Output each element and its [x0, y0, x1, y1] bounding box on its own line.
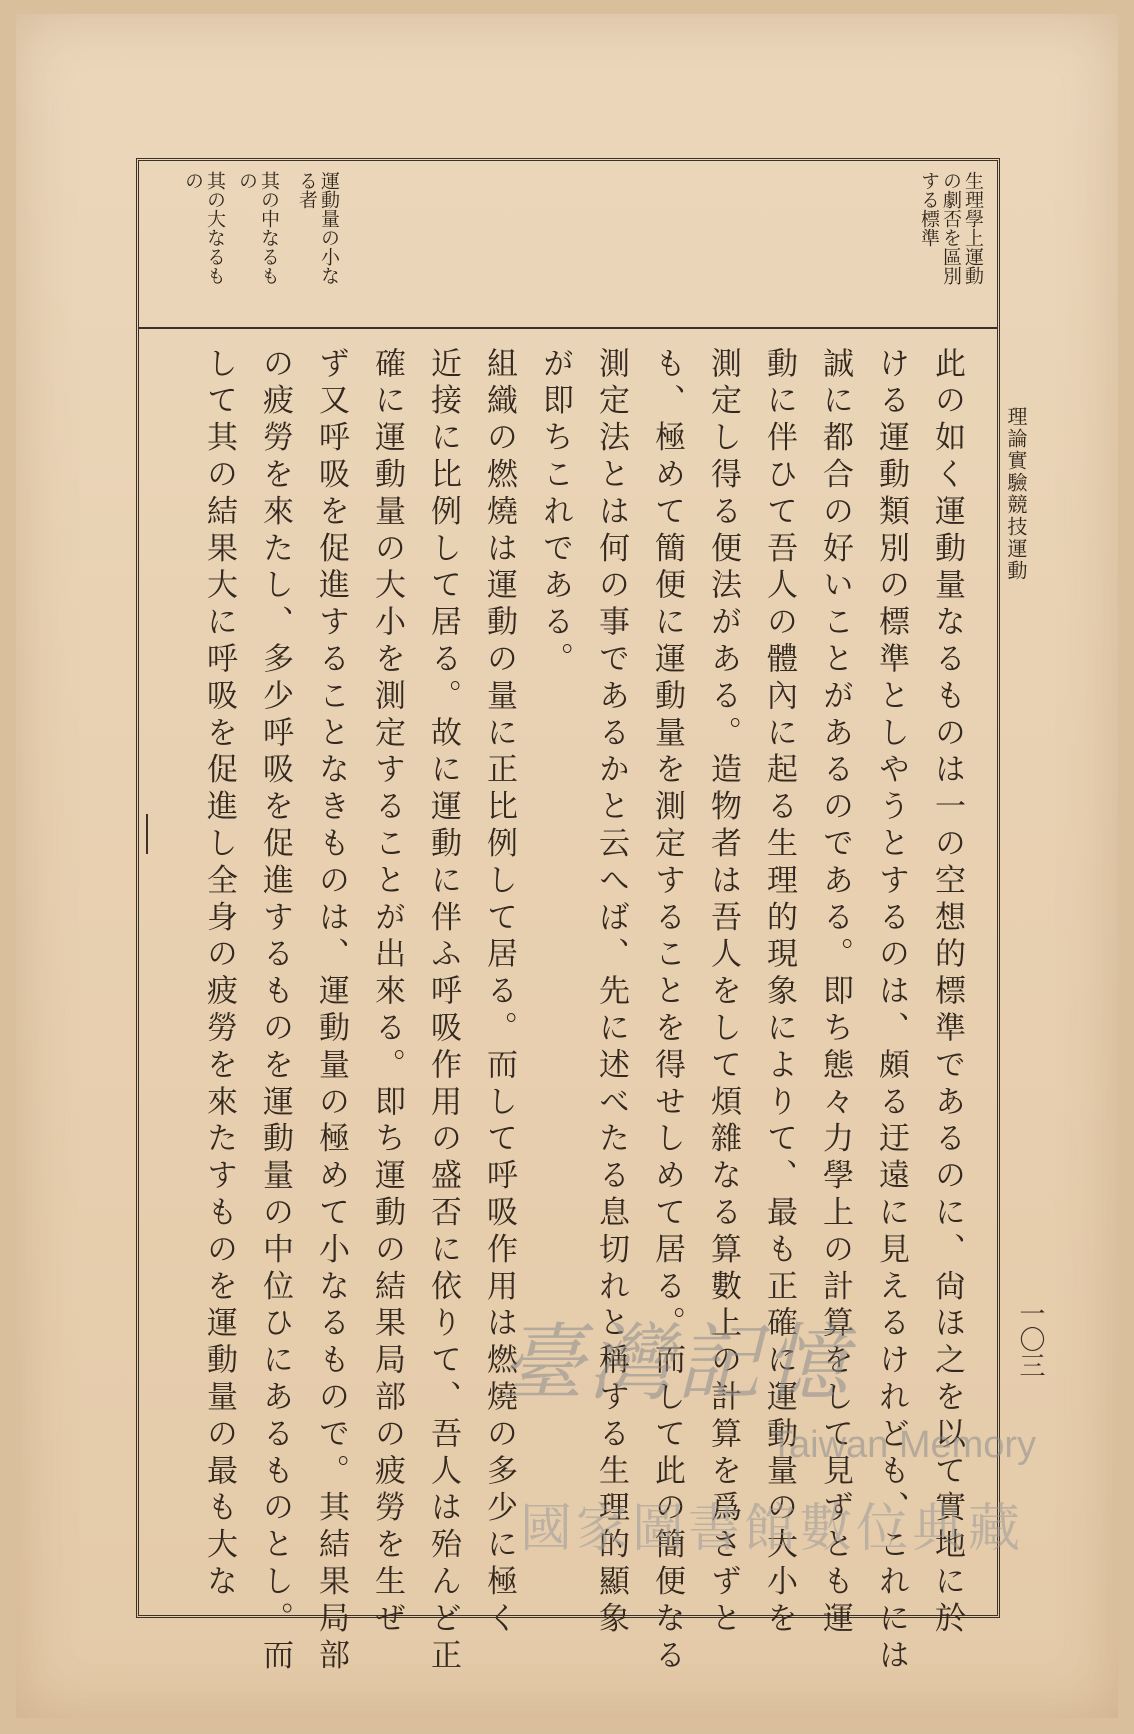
body-text-column: 近接に比例して居る。故に運動に伴ふ呼吸作用の盛否に依りて、吾人は殆んど正: [425, 347, 461, 1676]
body-text-column: の疲勞を來たし、多少呼吸を促進するものを運動量の中位ひにあるものとし。而: [257, 347, 293, 1676]
body-text-column: して其の結果大に呼吸を促進し全身の疲勞を來たすものを運動量の最も大な: [201, 347, 237, 1602]
side-note-line: る者: [296, 171, 318, 209]
body-text-column: ける運動類別の標準としやうとするのは、頗る迂遠に見えるけれども、これには: [873, 347, 909, 1676]
body-text-column: 誠に都合の好いことがあるのである。即ち態々力學上の計算をして見ずとも運: [817, 347, 853, 1639]
side-note-line: 其の大なるも: [204, 171, 226, 285]
side-note-line: 生理學上運動: [962, 171, 984, 285]
body-text-column: 組織の燃燒は運動の量に正比例して居る。而して呼吸作用は燃燒の多少に極く: [481, 347, 517, 1639]
side-note-line: の劇否を區別: [940, 171, 962, 285]
side-note-line: の: [182, 171, 204, 190]
running-head: 理論實驗競技運動: [1004, 406, 1028, 582]
body-text-column: が即ちこれである。: [537, 347, 573, 680]
body-text-column: 動に伴ひて吾人の體內に起る生理的現象によりて、最も正確に運動量の大小を: [761, 347, 797, 1639]
body-text-column: 此の如く運動量なるものは一の空想的標準であるのに、尙ほ之を以て實地に於: [929, 347, 965, 1639]
body-text-column: 確に運動量の大小を測定することが出來る。即ち運動の結果局部の疲勞を生ぜ: [369, 347, 405, 1639]
text-frame: [136, 158, 1000, 1676]
side-note-strip: [139, 161, 997, 329]
body-text-column: も、極めて簡便に運動量を測定することを得せしめて居る。而して此の簡便なる: [649, 347, 685, 1676]
watermark-english: Taiwan Memory: [770, 1424, 1037, 1466]
body-text-column: ず又呼吸を促進することなきものは、運動量の極めて小なるもので。其結果局部: [313, 347, 349, 1676]
body-text-column: 測定法とは何の事であるかと云へば、先に述べたる息切れと稱する生理的顯象: [593, 347, 629, 1639]
side-note-line: する標準: [918, 171, 940, 247]
margin-mark: [146, 814, 148, 854]
page-number: 一〇三: [1015, 1300, 1045, 1378]
side-note-line: 運動量の小な: [318, 171, 340, 285]
side-note-line: 其の中なるも: [258, 171, 280, 285]
body-text-column: 測定し得る便法がある。造物者は吾人をして煩雜なる算數上の計算を爲さずと: [705, 347, 741, 1639]
side-note-line: の: [236, 171, 258, 190]
watermark-chinese: 國家圖書館數位典藏: [520, 1499, 1025, 1559]
watermark-script: 臺灣記憶: [500, 1314, 853, 1412]
